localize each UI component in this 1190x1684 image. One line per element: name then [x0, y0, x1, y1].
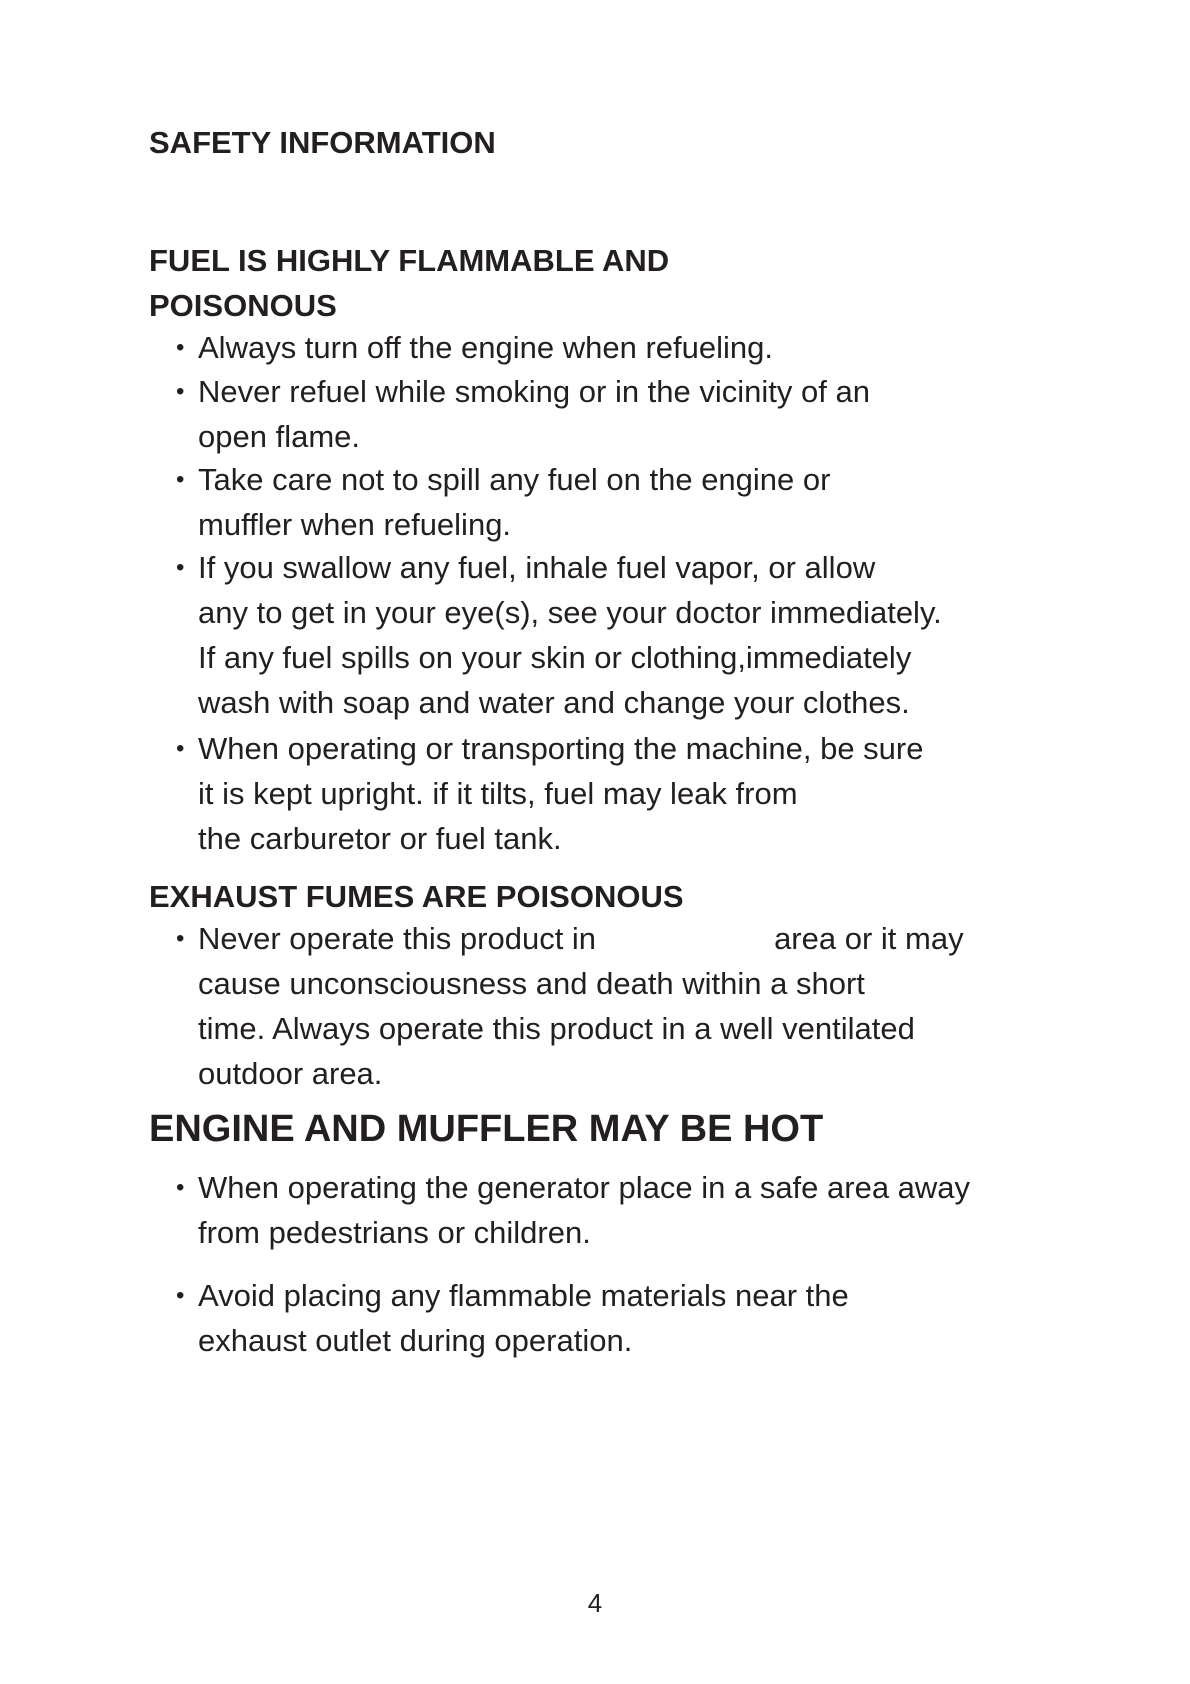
section-heading-line: EXHAUST FUMES ARE POISONOUS [149, 879, 684, 914]
bullet-icon: • [176, 554, 185, 581]
list-item [176, 545, 942, 725]
list-item-text: wash with soap and water and change your clothes. [198, 685, 910, 720]
list-item-text: Take care not to spill any fuel on the engine or [198, 462, 831, 497]
list-item [176, 726, 923, 861]
list-item [176, 1273, 849, 1363]
list-item-text: cause unconsciousness and death within a short [198, 966, 865, 1001]
list-item-text-before-gap: Never operate this product in [198, 921, 597, 956]
bullet-icon: • [176, 378, 185, 405]
list-item-text: time. Always operate this product in a well ventilated [198, 1011, 915, 1046]
section-heading-exhaust-fumes [149, 874, 684, 919]
list-item-text: When operating the generator place in a safe area away [198, 1170, 971, 1205]
bullet-icon: • [176, 466, 185, 493]
bullet-icon: • [176, 1282, 185, 1309]
bullet-icon: • [176, 1174, 185, 1201]
list-item-text: If you swallow any fuel, inhale fuel vapor, or allow [198, 550, 876, 585]
section-heading-fuel-flammable [149, 238, 669, 328]
list-item [176, 916, 964, 1096]
list-item-text: open flame. [198, 419, 360, 454]
section-heading-engine-hot [149, 1103, 823, 1155]
bullet-icon: • [176, 334, 185, 361]
list-item-text [176, 916, 964, 961]
list-item-text: muffler when refueling. [198, 507, 512, 542]
section-heading-line: POISONOUS [149, 288, 337, 323]
list-item-text: it is kept upright. if it tilts, fuel may leak from [198, 776, 798, 811]
page-title: SAFETY INFORMATION [149, 125, 496, 160]
list-item-text: the carburetor or fuel tank. [198, 821, 562, 856]
list-item-text: exhaust outlet during operation. [198, 1323, 633, 1358]
list-item-text: any to get in your eye(s), see your doctor immediately. [198, 595, 942, 630]
bullet-icon: • [176, 925, 185, 952]
list-item [176, 325, 773, 370]
list-item-text-after-gap: area or it may [774, 921, 964, 956]
bullet-icon: • [176, 735, 185, 762]
section-heading-line: ENGINE AND MUFFLER MAY BE HOT [149, 1108, 824, 1150]
list-item [176, 369, 870, 459]
list-item-text: When operating or transporting the machine, be sure [198, 731, 924, 766]
list-item-text: Never refuel while smoking or in the vicinity of an [198, 374, 870, 409]
list-item [176, 1165, 970, 1255]
section-heading-line: FUEL IS HIGHLY FLAMMABLE AND [149, 243, 670, 278]
page-number: 4 [587, 1588, 603, 1618]
list-item-text: from pedestrians or children. [198, 1215, 591, 1250]
list-item-text: If any fuel spills on your skin or clothing,immediately [198, 640, 912, 675]
list-item [176, 457, 830, 547]
list-item-text: outdoor area. [198, 1056, 383, 1091]
list-item-text: Avoid placing any flammable materials near the [198, 1278, 849, 1313]
list-item-text: Always turn off the engine when refueling. [198, 330, 774, 365]
